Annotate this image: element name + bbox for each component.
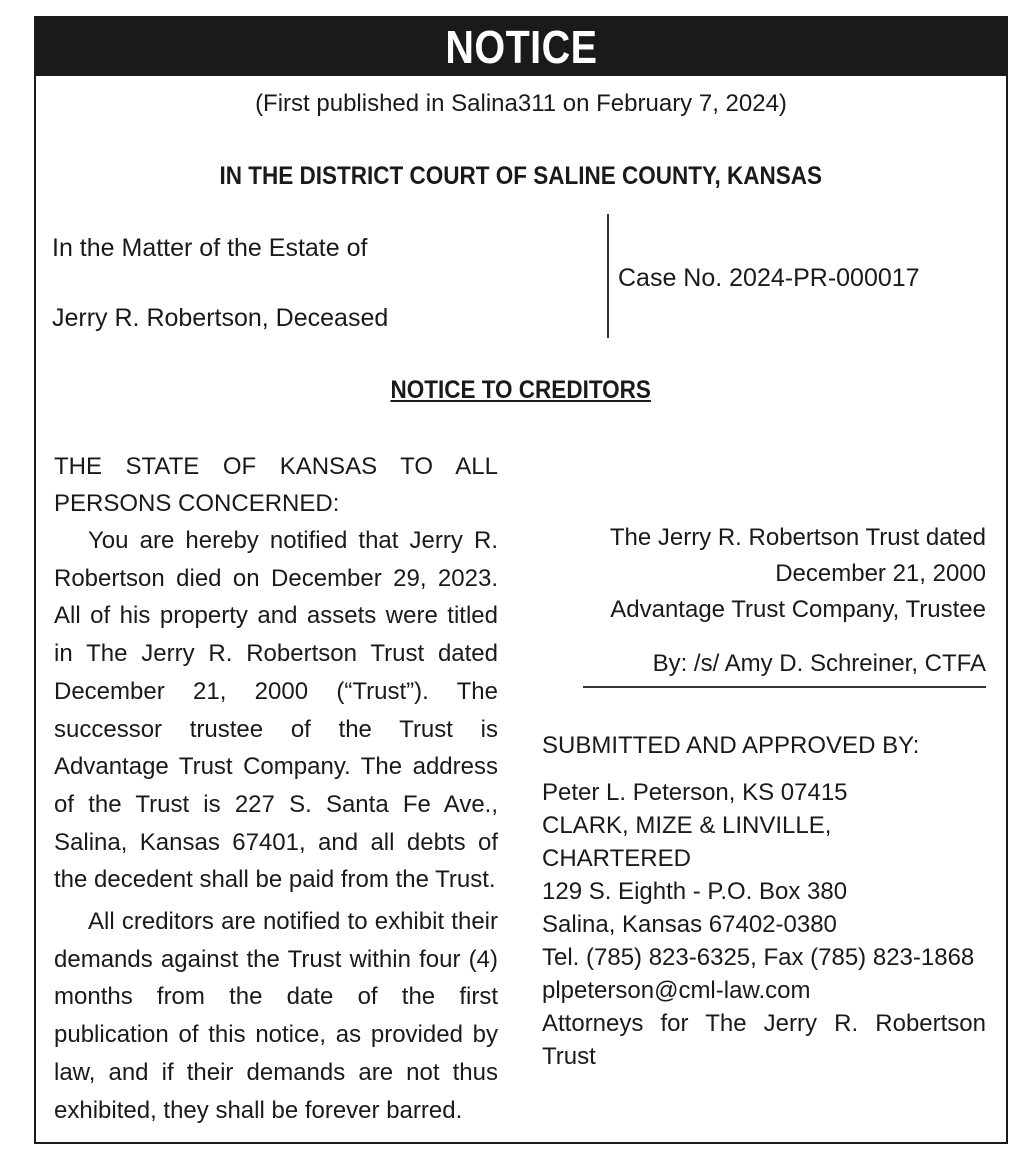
notice-banner xyxy=(36,18,1006,76)
phone-fax: Tel. (785) 823-6325, Fax (785) 823-1868 xyxy=(542,944,975,971)
paragraph-2: All creditors are notified to exhibit their demands against the Trust within four (4) months from the date of the first publication of this notice, as provided by law, and if their demands are not thus exhibited, they shall be forever barred. xyxy=(54,908,498,1124)
firm-line1: CLARK, MIZE & LINVILLE, xyxy=(542,812,832,839)
trustee-line: Advantage Trust Company, Trustee xyxy=(610,596,986,623)
case-number: Case No. 2024-PR-000017 xyxy=(618,264,920,292)
notice-to-creditors-heading xyxy=(36,376,1006,405)
matter-line: In the Matter of the Estate of xyxy=(52,234,368,262)
trust-name-line2: December 21, 2000 xyxy=(775,560,986,587)
submitted-label: SUBMITTED AND APPROVED BY: xyxy=(542,732,920,759)
notice-frame xyxy=(34,16,1008,1144)
firm-line2: CHARTERED xyxy=(542,845,691,872)
notice-to-creditors-text: NOTICE TO CREDITORS xyxy=(390,376,652,404)
body-right-column xyxy=(542,448,986,1073)
email-address: plpeterson@cml-law.com xyxy=(542,977,811,1004)
decedent-line: Jerry R. Robertson, Deceased xyxy=(52,304,389,332)
attorney-name: Peter L. Peterson, KS 07415 xyxy=(542,779,848,806)
body-left-column xyxy=(54,448,498,1129)
attorney-block xyxy=(542,776,986,1073)
attorney-role: Attorneys for The Jerry R. Robertson Trust xyxy=(542,1010,986,1070)
court-heading-text: IN THE DISTRICT COURT OF SALINE COUNTY, KANSAS xyxy=(219,162,823,190)
publication-note: (First published in Salina311 on February 7, 2024) xyxy=(255,90,787,117)
paragraph-1: You are hereby notified that Jerry R. Robertson died on December 29, 2023. All of his property and assets were titled in The Jerry R. Robertson Trust dated December 21, 2000 (“Trust”). The successor trustee of the Trust is Advantage Trust Company. The address of the Trust is 227 S. Santa Fe Ave., Salina, Kansas 67401, and all debts of the decedent shall be paid from the Trust. xyxy=(54,527,498,894)
caption-divider xyxy=(607,214,609,338)
by-signature: By: /s/ Amy D. Schreiner, CTFA xyxy=(583,646,986,688)
trust-signature-block xyxy=(542,520,986,628)
notice-title: NOTICE xyxy=(444,21,598,73)
trust-name-line1: The Jerry R. Robertson Trust dated xyxy=(609,524,986,551)
case-caption xyxy=(52,230,388,336)
address-line1: 129 S. Eighth - P.O. Box 380 xyxy=(542,878,848,905)
signature-line xyxy=(542,646,986,688)
address-line: THE STATE OF KANSAS TO ALL PERSONS CONCERNED: xyxy=(54,453,498,517)
court-heading xyxy=(36,162,1006,191)
address-line2: Salina, Kansas 67402-0380 xyxy=(542,911,837,938)
